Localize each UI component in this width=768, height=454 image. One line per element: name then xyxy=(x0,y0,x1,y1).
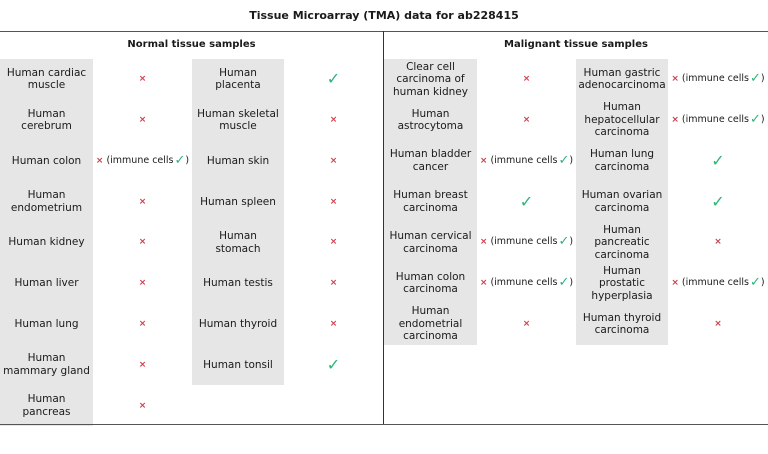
tissue-name: Human cerebrum xyxy=(0,100,93,141)
tissue-name: Human spleen xyxy=(192,181,284,222)
tissue-name: Human kidney xyxy=(0,222,93,263)
negative-cross-icon: × xyxy=(671,114,679,125)
positive-check-icon: ✓ xyxy=(749,111,761,127)
negative-cross-icon: × xyxy=(329,318,338,329)
negative-cross-icon: × xyxy=(329,155,338,166)
tissue-name: Human breast carcinoma xyxy=(384,181,477,222)
tissue-name: Human skin xyxy=(192,141,284,182)
tissue-name: Human bladder cancer xyxy=(384,141,477,182)
immune-note-text: (immune cells xyxy=(106,154,174,166)
staining-result xyxy=(477,304,576,345)
bottom-rule xyxy=(0,424,768,425)
tissue-name: Human skeletal muscle xyxy=(192,100,284,141)
positive-check-icon: ✓ xyxy=(519,191,534,211)
positive-check-icon: ✓ xyxy=(558,234,570,250)
negative-cross-icon: × xyxy=(522,74,531,85)
staining-result xyxy=(668,263,768,304)
immune-note-text: (immune cells xyxy=(490,277,558,289)
tissue-name: Human gastric adenocarcinoma xyxy=(576,59,668,100)
tissue-name: Human stomach xyxy=(192,222,284,263)
tissue-name: Human lung xyxy=(0,304,93,345)
immune-note-close: ) xyxy=(760,73,765,85)
negative-cross-icon: × xyxy=(95,155,104,166)
negative-cross-icon: × xyxy=(138,237,147,248)
positive-check-icon: ✓ xyxy=(749,275,761,291)
negative-cross-icon: × xyxy=(479,237,488,248)
tissue-name: Clear cell carcinoma of human kidney xyxy=(384,59,477,100)
staining-result xyxy=(93,59,192,100)
immune-note-close: ) xyxy=(569,236,574,248)
positive-check-icon: ✓ xyxy=(711,150,725,170)
negative-cross-icon: × xyxy=(479,155,488,166)
staining-result xyxy=(284,345,383,386)
staining-result xyxy=(477,263,576,304)
positive-check-icon: ✓ xyxy=(558,275,570,291)
negative-cross-icon: × xyxy=(714,237,722,248)
tissue-name: Human endometrial carcinoma xyxy=(384,304,477,345)
positive-check-icon: ✓ xyxy=(711,191,725,211)
positive-check-icon: ✓ xyxy=(174,152,186,168)
negative-cross-icon: × xyxy=(138,196,147,207)
staining-result xyxy=(93,222,192,263)
immune-note-text: (immune cells xyxy=(490,154,558,166)
negative-cross-icon: × xyxy=(138,278,147,289)
malignant-section-heading: Malignant tissue samples xyxy=(504,38,648,50)
staining-result xyxy=(668,304,768,345)
tissue-name: Human mammary gland xyxy=(0,345,93,386)
negative-cross-icon: × xyxy=(522,114,531,125)
immune-note-close: ) xyxy=(760,113,765,125)
tissue-name: Human ovarian carcinoma xyxy=(576,181,668,222)
staining-result xyxy=(93,100,192,141)
tissue-name: Human colon carcinoma xyxy=(384,263,477,304)
negative-cross-icon: × xyxy=(329,278,338,289)
tissue-name: Human lung carcinoma xyxy=(576,141,668,182)
tissue-name: Human astrocytoma xyxy=(384,100,477,141)
tissue-name: Human liver xyxy=(0,263,93,304)
immune-note-close: ) xyxy=(760,277,765,289)
immune-note-close: ) xyxy=(185,154,190,166)
staining-result xyxy=(93,141,192,182)
negative-cross-icon: × xyxy=(138,400,147,411)
negative-cross-icon: × xyxy=(329,114,338,125)
negative-cross-icon: × xyxy=(671,278,679,289)
page-title: Tissue Microarray (TMA) data for ab228415 xyxy=(0,0,768,32)
immune-note-text: (immune cells xyxy=(490,236,558,248)
staining-result xyxy=(477,141,576,182)
tissue-name: Human testis xyxy=(192,263,284,304)
staining-result xyxy=(668,181,768,222)
tissue-name: Human pancreas xyxy=(0,385,93,426)
immune-note-close: ) xyxy=(569,277,574,289)
staining-result xyxy=(477,222,576,263)
negative-cross-icon: × xyxy=(522,318,531,329)
negative-cross-icon: × xyxy=(138,318,147,329)
negative-cross-icon: × xyxy=(329,237,338,248)
tissue-name: Human pancreatic carcinoma xyxy=(576,222,668,263)
immune-note-close: ) xyxy=(569,154,574,166)
immune-note-text: (immune cells xyxy=(681,73,749,85)
positive-check-icon: ✓ xyxy=(326,354,341,374)
staining-result xyxy=(284,222,383,263)
staining-result xyxy=(477,181,576,222)
normal-section-heading: Normal tissue samples xyxy=(127,38,256,50)
staining-result xyxy=(668,222,768,263)
immune-note-text: (immune cells xyxy=(681,277,749,289)
tissue-name: Human tonsil xyxy=(192,345,284,386)
positive-check-icon: ✓ xyxy=(558,152,570,168)
positive-check-icon: ✓ xyxy=(749,71,761,87)
tissue-name: Human placenta xyxy=(192,59,284,100)
immune-note-text: (immune cells xyxy=(681,113,749,125)
negative-cross-icon: × xyxy=(479,278,488,289)
tissue-name: Human cardiac muscle xyxy=(0,59,93,100)
negative-cross-icon: × xyxy=(138,74,147,85)
positive-check-icon: ✓ xyxy=(326,69,341,89)
staining-result xyxy=(668,141,768,182)
negative-cross-icon: × xyxy=(138,114,147,125)
tissue-name: Human prostatic hyperplasia xyxy=(576,263,668,304)
negative-cross-icon: × xyxy=(138,359,147,370)
staining-result xyxy=(668,59,768,100)
staining-result xyxy=(477,59,576,100)
staining-result xyxy=(477,100,576,141)
tissue-name: Human colon xyxy=(0,141,93,182)
staining-result xyxy=(284,263,383,304)
staining-result xyxy=(93,385,192,426)
staining-result xyxy=(284,59,383,100)
staining-result xyxy=(93,263,192,304)
negative-cross-icon: × xyxy=(714,318,722,329)
tissue-name: Human cervical carcinoma xyxy=(384,222,477,263)
staining-result xyxy=(284,141,383,182)
negative-cross-icon: × xyxy=(671,74,679,85)
tissue-name: Human endometrium xyxy=(0,181,93,222)
tissue-name: Human thyroid carcinoma xyxy=(576,304,668,345)
staining-result xyxy=(93,181,192,222)
staining-result xyxy=(284,304,383,345)
tissue-name: Human hepatocellular carcinoma xyxy=(576,100,668,141)
staining-result xyxy=(93,304,192,345)
staining-result xyxy=(284,100,383,141)
staining-result xyxy=(668,100,768,141)
staining-result xyxy=(284,181,383,222)
tissue-name: Human thyroid xyxy=(192,304,284,345)
negative-cross-icon: × xyxy=(329,196,338,207)
staining-result xyxy=(93,345,192,386)
